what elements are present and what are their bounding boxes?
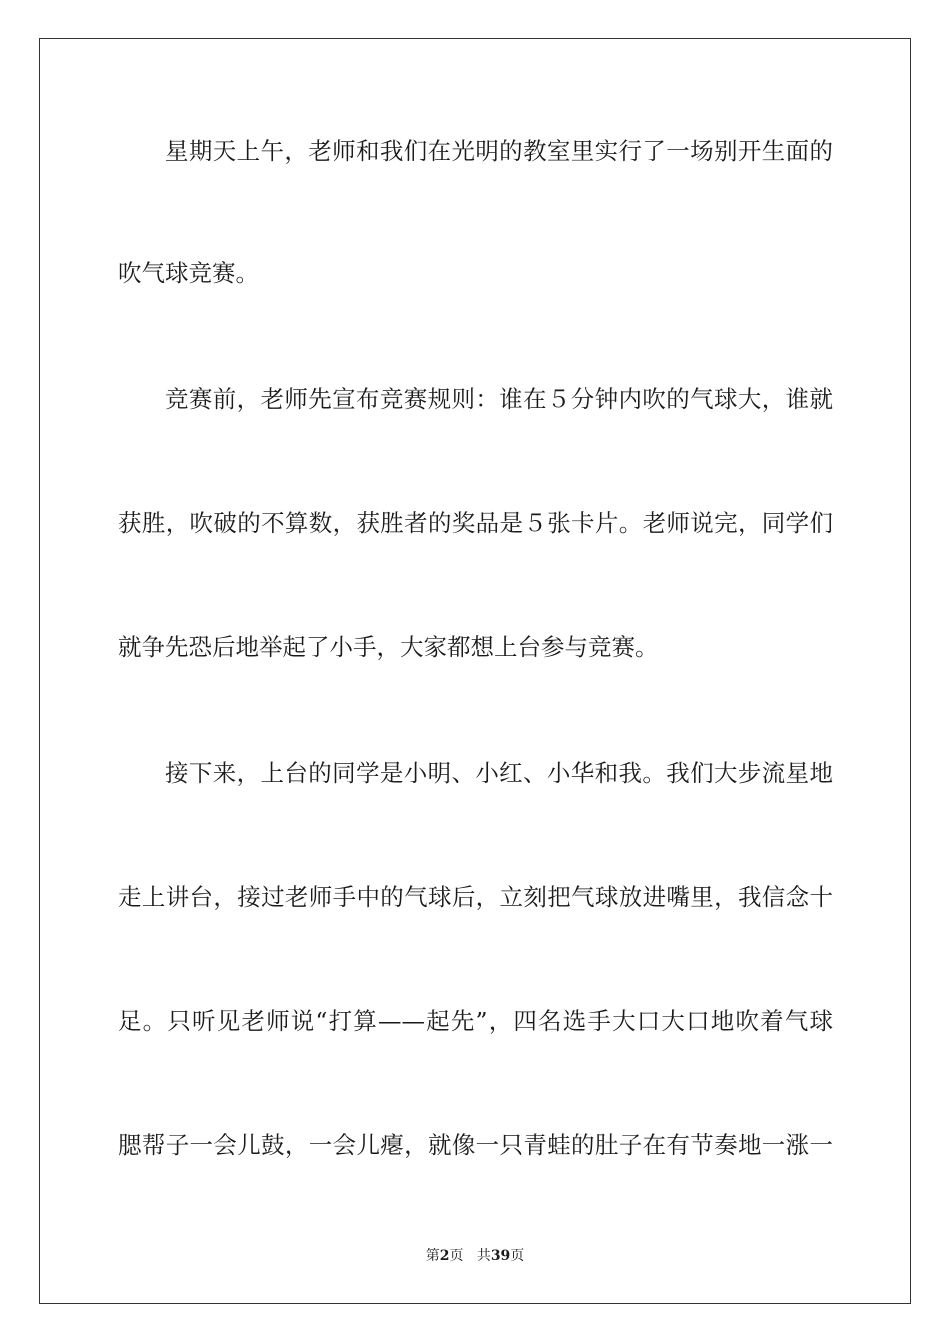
paragraph-3-line-2: 走上讲台，接过老师手中的气球后，立刻把气球放进嘴里，我信念十 bbox=[118, 883, 833, 911]
paragraph-3-line-1: 接下来，上台的同学是小明、小红、小华和我。我们大步流星地 bbox=[165, 759, 833, 787]
page-border bbox=[39, 38, 911, 1304]
paragraph-3-line-3: 足。只听见老师说“打算——起先”，四名选手大口大口地吹着气球 bbox=[118, 1007, 833, 1035]
page-footer bbox=[0, 1247, 950, 1265]
paragraph-1-line-1: 星期天上午，老师和我们在光明的教室里实行了一场别开生面的 bbox=[165, 137, 833, 165]
paragraph-3-line-4: 腮帮子一会儿鼓，一会儿瘪，就像一只青蛙的肚子在有节奏地一涨一 bbox=[118, 1131, 833, 1159]
total-pages: 39 bbox=[490, 1248, 511, 1264]
page-number: 2 bbox=[439, 1248, 450, 1264]
paragraph-2-line-1: 竞赛前，老师先宣布竞赛规则：谁在５分钟内吹的气球大，谁就 bbox=[165, 385, 833, 413]
total-suffix: 页 bbox=[510, 1248, 525, 1264]
total-prefix: 共 bbox=[476, 1248, 491, 1264]
paragraph-1-line-2: 吹气球竞赛。 bbox=[118, 259, 259, 287]
page-prefix: 第 bbox=[425, 1248, 440, 1264]
paragraph-2-line-3: 就争先恐后地举起了小手，大家都想上台参与竞赛。 bbox=[118, 633, 659, 661]
page-suffix: 页 bbox=[449, 1248, 464, 1264]
paragraph-2-line-2: 获胜，吹破的不算数，获胜者的奖品是５张卡片。老师说完，同学们 bbox=[118, 509, 833, 537]
